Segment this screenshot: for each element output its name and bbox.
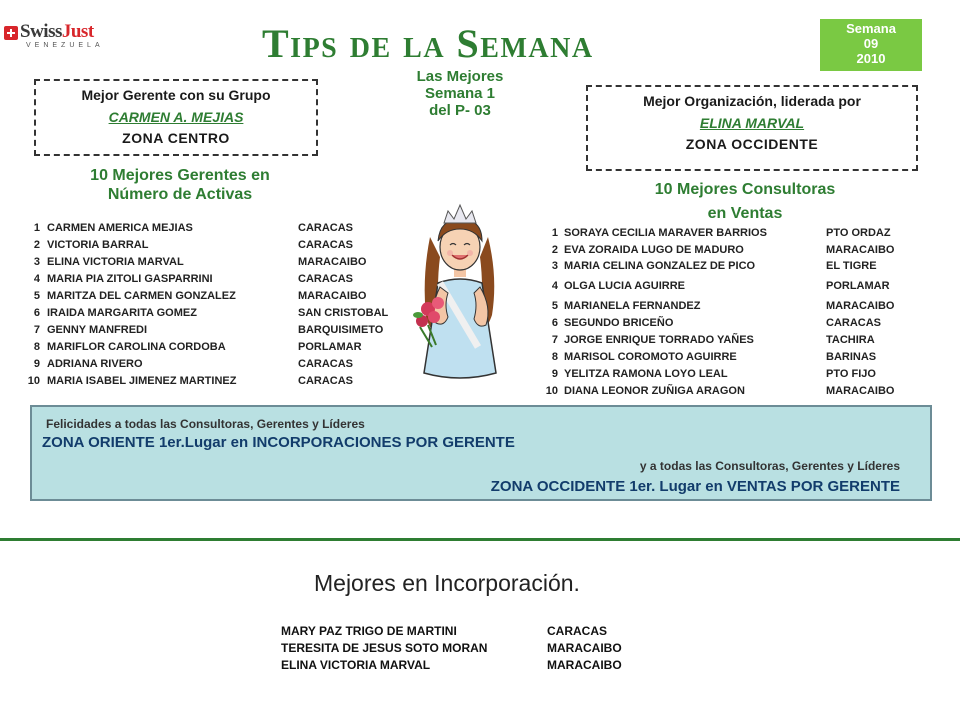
list-row (22, 256, 402, 271)
best-org-name: ELINA MARVAL (699, 115, 805, 131)
city: PORLAMAR (826, 280, 890, 292)
city: PORLAMAR (298, 341, 362, 353)
best-week-line1: Las Mejores (416, 68, 504, 85)
city: MARACAIBO (547, 641, 622, 655)
page-title: Tips de la Semana (262, 21, 594, 66)
list-row (540, 368, 920, 383)
city: BARINAS (826, 351, 877, 363)
best-organization-box (586, 85, 918, 171)
congrats-line4: ZONA OCCIDENTE 1er. Lugar en VENTAS POR GERENTE (490, 478, 900, 495)
city: TACHIRA (826, 334, 875, 346)
city: CARACAS (298, 239, 353, 251)
person-name: MARIA PIA ZITOLI GASPARRINI (47, 273, 213, 285)
congrats-line2: ZONA ORIENTE 1er.Lugar en INCORPORACIONES POR GERENTE (42, 434, 515, 451)
person-name: JORGE ENRIQUE TORRADO YAÑES (564, 334, 754, 346)
week-year: 2010 (856, 51, 886, 66)
person-name: DIANA LEONOR ZUÑIGA ARAGON (564, 385, 745, 397)
week-number: 09 (863, 36, 879, 51)
congrats-line1: Felicidades a todas las Consultoras, Gerentes y Líderes (46, 417, 365, 431)
list-row (22, 273, 402, 288)
managers-title-line2: Número de Activas (107, 186, 253, 203)
list-row (540, 227, 920, 242)
person-name: OLGA LUCIA AGUIRRE (564, 280, 685, 292)
list-row (540, 317, 920, 332)
best-manager-box (34, 79, 318, 156)
city: CARACAS (298, 375, 353, 387)
list-row (540, 385, 920, 400)
city: BARQUISIMETO (298, 324, 384, 336)
list-row (22, 239, 402, 254)
rank-number: 6 (551, 317, 558, 329)
rank-number: 8 (551, 351, 558, 363)
congrats-line3: y a todas las Consultoras, Gerentes y Líderes (639, 459, 900, 473)
city: MARACAIBO (298, 256, 367, 268)
city: SAN CRISTOBAL (298, 307, 389, 319)
list-row (22, 324, 402, 339)
rank-number: 4 (33, 273, 40, 285)
person-name: MARISOL COROMOTO AGUIRRE (564, 351, 737, 363)
list-row (540, 334, 920, 349)
person-name: YELITZA RAMONA LOYO LEAL (564, 368, 728, 380)
list-row (22, 290, 402, 305)
best-week-line3: del P- 03 (429, 102, 491, 119)
rank-number: 1 (33, 222, 40, 234)
list-row (22, 358, 402, 373)
city: CARACAS (298, 273, 353, 285)
congratulations-panel (30, 405, 932, 501)
city: CARACAS (298, 222, 353, 234)
city: MARACAIBO (298, 290, 367, 302)
consultants-list (540, 227, 920, 402)
swiss-cross-icon (4, 26, 18, 40)
divider (0, 538, 960, 541)
best-week-heading (380, 68, 540, 119)
person-name: CARMEN AMERICA MEJIAS (47, 222, 193, 234)
person-name: ADRIANA RIVERO (47, 358, 143, 370)
city: MARACAIBO (826, 244, 895, 256)
list-row (22, 341, 402, 356)
logo-brand: SwissJust (20, 21, 94, 42)
list-row (22, 375, 402, 390)
list-row (540, 260, 920, 275)
list-row (22, 307, 402, 322)
rank-number: 5 (551, 300, 558, 312)
person-name: TERESITA DE JESUS SOTO MORAN (281, 641, 488, 655)
rank-number: 4 (551, 280, 558, 292)
rank-number: 2 (551, 244, 558, 256)
city: EL TIGRE (826, 260, 877, 272)
list-row (281, 658, 661, 673)
person-name: MARIANELA FERNANDEZ (564, 300, 701, 312)
list-row (281, 641, 661, 656)
managers-list (22, 222, 402, 387)
rank-number: 3 (33, 256, 40, 268)
rank-number: 8 (33, 341, 40, 353)
rank-number: 9 (551, 368, 558, 380)
city: MARACAIBO (547, 658, 622, 672)
best-manager-heading: Mejor Gerente con su Grupo (81, 87, 271, 103)
city: CARACAS (826, 317, 881, 329)
rank-number: 2 (33, 239, 40, 251)
best-org-heading: Mejor Organización, liderada por (643, 93, 861, 109)
person-name: SORAYA CECILIA MARAVER BARRIOS (564, 227, 767, 239)
swissjust-logo (4, 18, 116, 52)
best-manager-zone: ZONA CENTRO (122, 130, 230, 146)
rank-number: 10 (545, 385, 558, 397)
city: MARACAIBO (826, 385, 895, 397)
person-name: MARIA CELINA GONZALEZ DE PICO (564, 260, 756, 272)
person-name: SEGUNDO BRICEÑO (564, 317, 674, 329)
managers-title-line1: 10 Mejores Gerentes en (90, 167, 270, 184)
city: CARACAS (547, 624, 607, 638)
rank-number: 1 (551, 227, 558, 239)
incorporation-title: Mejores en Incorporación. (314, 570, 580, 596)
list-row (540, 244, 920, 259)
rank-number: 5 (33, 290, 40, 302)
rank-number: 6 (33, 307, 40, 319)
rank-number: 7 (33, 324, 40, 336)
queen-illustration (400, 197, 520, 387)
best-org-zone: ZONA OCCIDENTE (685, 136, 819, 152)
list-row (540, 280, 920, 295)
city: CARACAS (298, 358, 353, 370)
rank-number: 9 (33, 358, 40, 370)
person-name: IRAIDA MARGARITA GOMEZ (47, 307, 197, 319)
city: PTO ORDAZ (826, 227, 891, 239)
best-week-line2: Semana 1 (424, 85, 496, 102)
person-name: MARY PAZ TRIGO DE MARTINI (281, 624, 457, 638)
week-label: Semana (846, 21, 896, 36)
person-name: ELINA VICTORIA MARVAL (47, 256, 184, 268)
city: MARACAIBO (826, 300, 895, 312)
list-row (540, 300, 920, 315)
consultants-title-line2: en Ventas (707, 205, 783, 222)
managers-list-title (50, 166, 310, 204)
rank-number: 10 (27, 375, 40, 387)
rank-number: 7 (551, 334, 558, 346)
week-badge (820, 19, 922, 71)
person-name: ELINA VICTORIA MARVAL (281, 658, 431, 672)
person-name: MARIA ISABEL JIMENEZ MARTINEZ (47, 375, 237, 387)
consultants-list-title (610, 178, 880, 226)
person-name: VICTORIA BARRAL (47, 239, 149, 251)
consultants-title-line1: 10 Mejores Consultoras (654, 181, 836, 198)
rank-number: 3 (551, 260, 558, 272)
logo-subtitle: VENEZUELA (26, 42, 104, 49)
best-manager-name: CARMEN A. MEJIAS (108, 109, 244, 125)
list-row (22, 222, 402, 237)
person-name: EVA ZORAIDA LUGO DE MADURO (564, 244, 744, 256)
person-name: GENNY MANFREDI (47, 324, 148, 336)
list-row (540, 351, 920, 366)
city: PTO FIJO (826, 368, 876, 380)
list-row (281, 624, 661, 639)
person-name: MARIFLOR CAROLINA CORDOBA (47, 341, 226, 353)
incorporation-list (281, 624, 661, 684)
person-name: MARITZA DEL CARMEN GONZALEZ (47, 290, 236, 302)
